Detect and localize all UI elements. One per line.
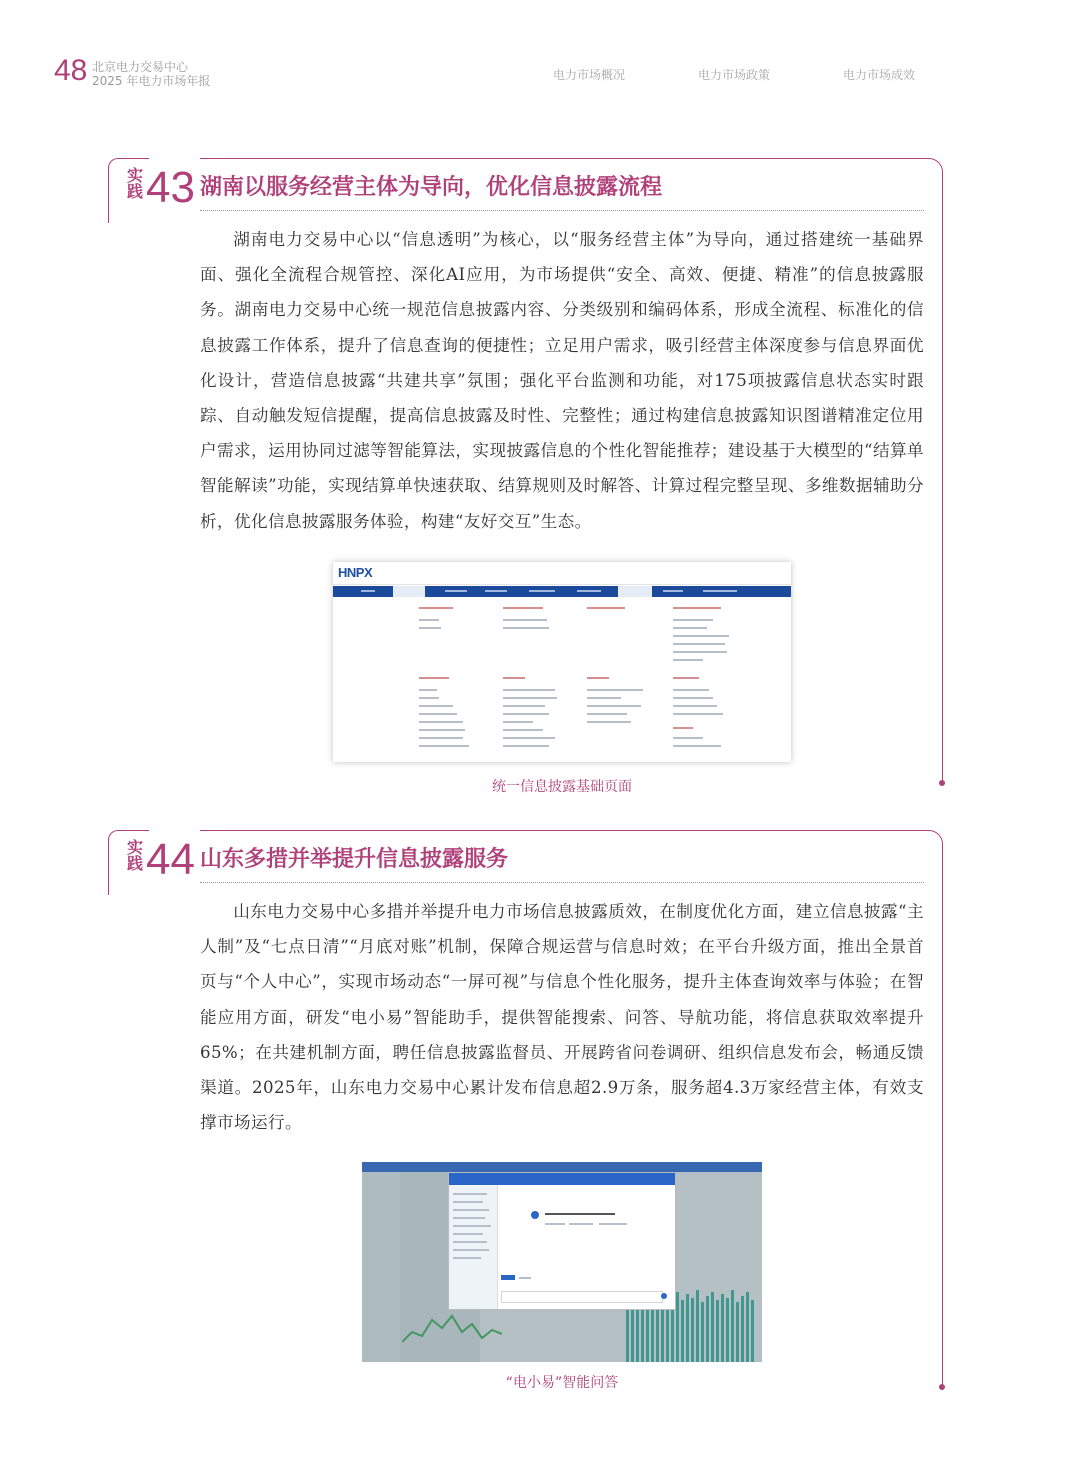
- assistant-avatar: [531, 1211, 539, 1219]
- dialog-header: [449, 1173, 675, 1185]
- chat-input[interactable]: [501, 1291, 663, 1303]
- practice-tag: [126, 840, 144, 872]
- dianxiaoyi-screenshot: [362, 1162, 762, 1362]
- section-title: 湖南以服务经营主体为导向，优化信息披露流程: [200, 175, 663, 200]
- nav-market-overview[interactable]: 电力市场概况: [553, 68, 626, 82]
- org-name: [92, 60, 210, 88]
- figure-caption: “电小易”智能问答: [505, 1375, 619, 1391]
- page-number: 48: [54, 54, 88, 87]
- title-divider: [200, 882, 924, 883]
- practice-tag-char-2: 践: [126, 854, 143, 873]
- frame-dot: [939, 1384, 945, 1390]
- org-line-1: 北京电力交易中心: [92, 60, 189, 74]
- hnpx-logo: HNPX: [338, 565, 373, 580]
- practice-tag-char-1: 实: [126, 166, 143, 185]
- assistant-dialog[interactable]: [448, 1172, 676, 1310]
- practice-tag-char-1: 实: [126, 838, 143, 857]
- title-divider: [200, 210, 924, 211]
- practice-number: 44: [146, 835, 195, 884]
- org-line-2: 2025 年电力市场年报: [92, 74, 211, 88]
- section-body: 湖南电力交易中心以“信息透明”为核心，以“服务经营主体”为导向，通过搭建统一基础界面、强化全流程合规管控、深化AI应用，为市场提供“安全、高效、便捷、精准”的信息披露服务。湖南电力交易中心统一规范信息披露内容、分类级别和编码体系，形成全流程、标准化的信息披露工作体系，提升了信息查询的便捷性；立足用户需求，吸引经营主体深度参与信息界面优化设计，营造信息披露“共建共享”氛围；强化平台监测和功能，对175项披露信息状态实时跟踪、自动触发短信提醒，提高信息披露及时性、完整性；通过构建信息披露知识图谱精准定位用户需求，运用协同过滤等智能算法，实现披露信息的个性化智能推荐；建设基于大模型的“结算单智能解读”功能，实现结算单快速获取、结算规则及时解答、计算过程完整呈现、多维数据辅助分析，优化信息披露服务体验，构建“友好交互”生态。: [200, 230, 924, 531]
- frame-dot: [939, 780, 945, 786]
- section-body: 山东电力交易中心多措并举提升电力市场信息披露质效，在制度优化方面，建立信息披露“主人制”及“七点日清”“月底对账”机制，保障合规运营与信息时效；在平台升级方面，推出全景首页与“个人中心”，实现市场动态“一屏可视”与信息个性化服务，提升主体查询效率与体验；在智能应用方面，研发“电小易”智能助手，提供智能搜索、问答、导航功能，将信息获取效率提升65%；在共建机制方面，聘任信息披露监督员、开展跨省问卷调研、组织信息发布会，畅通反馈渠道。2025年，山东电力交易中心累计发布信息超2.9万条，服务超4.3万家经营主体，有效支撑市场运行。: [200, 902, 924, 1133]
- nav-market-policy[interactable]: 电力市场政策: [698, 68, 771, 82]
- practice-tag-char-2: 践: [126, 182, 143, 201]
- send-icon[interactable]: [661, 1293, 667, 1299]
- figure-caption: 统一信息披露基础页面: [492, 779, 632, 795]
- info-disclosure-screenshot: [333, 562, 791, 762]
- section-title: 山东多措并举提升信息披露服务: [200, 847, 509, 872]
- practice-number: 43: [146, 163, 195, 212]
- screenshot-topbar: [333, 562, 791, 585]
- dialog-sidebar: [449, 1185, 498, 1309]
- practice-tag: [126, 168, 144, 200]
- nav-market-results[interactable]: 电力市场成效: [843, 68, 916, 82]
- screenshot-menubar: [333, 586, 791, 597]
